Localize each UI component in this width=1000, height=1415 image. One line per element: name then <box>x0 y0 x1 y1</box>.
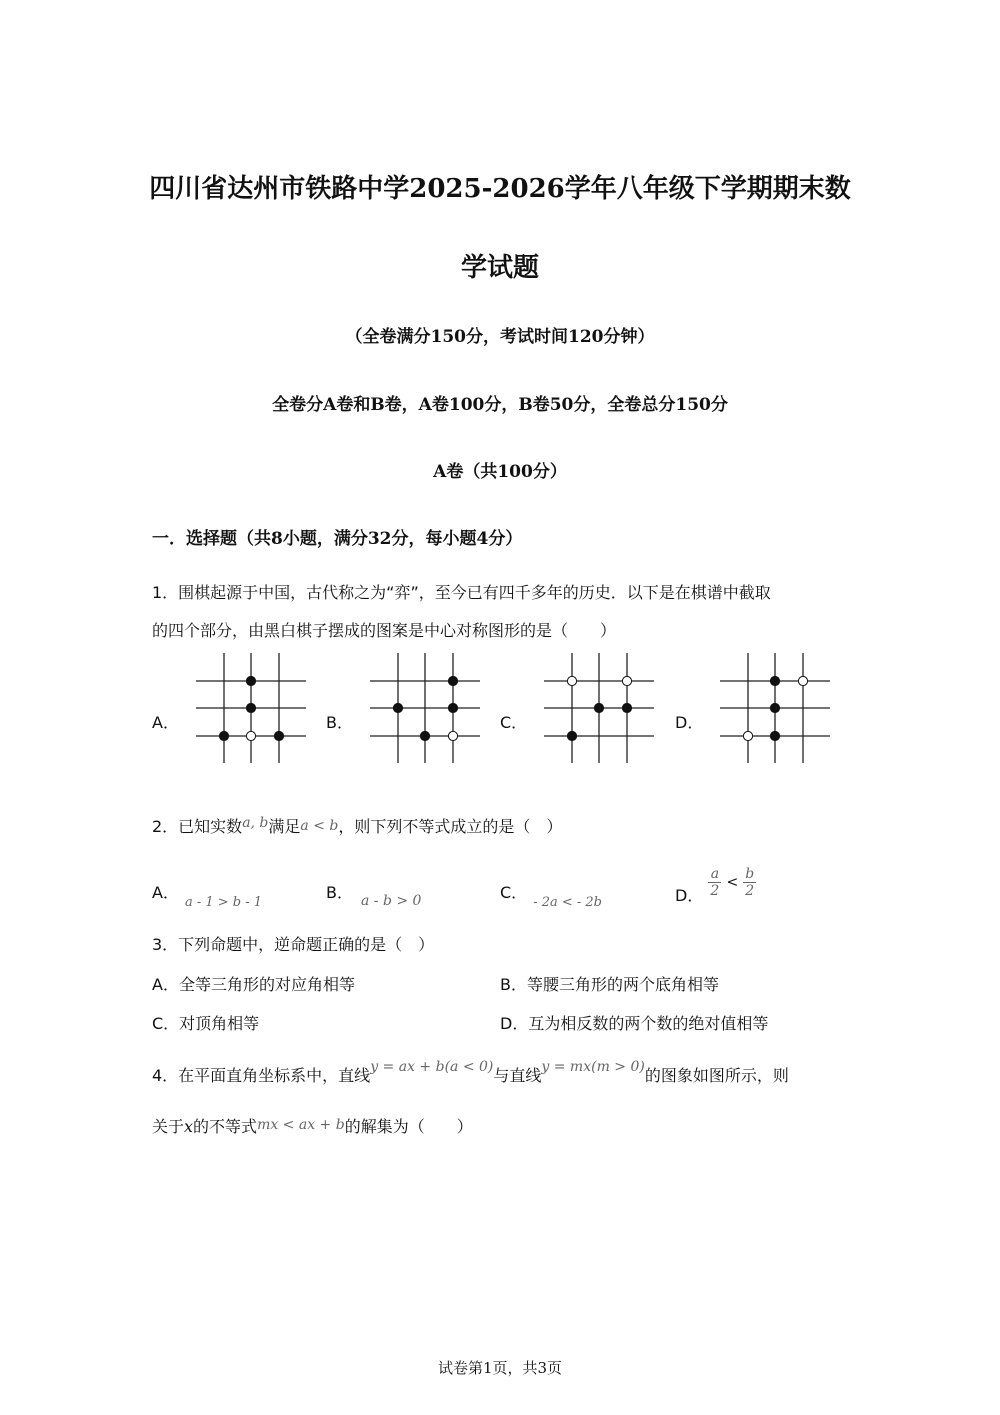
exam-info-part-a: A卷（共100分） <box>433 462 567 482</box>
white-stone <box>448 731 457 740</box>
q4-line-equation-2: y = mx(m > 0) <box>541 1059 645 1075</box>
black-stone <box>274 731 283 740</box>
q3-option-c: C．对顶角相等 <box>152 1014 260 1033</box>
q2-option-a-label: A． <box>152 883 179 902</box>
black-stone <box>420 731 429 740</box>
white-stone <box>246 731 255 740</box>
q2-mid: 满足 <box>268 817 301 836</box>
question-3-stem: 3．下列命题中，逆命题正确的是（ ） <box>152 935 435 954</box>
q4-line-equation-1: y = ax + b(a < 0) <box>370 1059 494 1075</box>
white-stone <box>743 731 752 740</box>
black-stone <box>246 703 255 712</box>
q2-option-c-label: C． <box>500 883 528 902</box>
q1-option-c-label: C． <box>500 713 528 732</box>
q2-option-d-label: D． <box>675 886 704 905</box>
black-stone <box>770 703 779 712</box>
black-stone <box>567 731 576 740</box>
black-stone <box>770 731 779 740</box>
black-stone <box>219 731 228 740</box>
q1-option-d-label: D． <box>675 713 704 732</box>
q4-prefix: 4．在平面直角坐标系中，直线 <box>152 1066 371 1085</box>
exam-info-sections: 全卷分A卷和B卷，A卷100分，B卷50分，全卷总分150分 <box>272 395 728 415</box>
q2-option-d-op: < <box>726 874 739 891</box>
q4-line2-suffix: 的解集为（ ） <box>344 1117 473 1136</box>
white-stone <box>567 676 576 685</box>
section-heading-choice: 一．选择题（共8小题，满分32分，每小题4分） <box>152 529 523 549</box>
q1-option-a-label: A． <box>152 713 179 732</box>
question-1-line1: 1．围棋起源于中国，古代称之为“弈”，至今已有四千多年的历史．以下是在棋谱中截取 <box>152 583 771 602</box>
question-4-line1 <box>152 1059 789 1086</box>
frac-a-numerator: a <box>708 866 721 883</box>
black-stone <box>246 676 255 685</box>
q4-mid: 与直线 <box>493 1066 542 1085</box>
go-board-b <box>370 653 480 763</box>
q2-suffix: ，则下列不等式成立的是（ ） <box>338 817 563 836</box>
q2-option-d <box>675 866 756 905</box>
q4-suffix: 的图象如图所示，则 <box>644 1066 789 1085</box>
black-stone <box>594 703 603 712</box>
go-board-a <box>196 653 306 763</box>
q2-option-d-frac-a <box>708 866 721 899</box>
black-stone <box>448 703 457 712</box>
q4-inequality: mx < ax + b <box>257 1117 345 1133</box>
q2-option-a <box>152 880 263 910</box>
q2-condition: a < b <box>300 818 339 834</box>
frac-b-numerator: b <box>745 866 755 882</box>
question-4-line2 <box>152 1114 473 1137</box>
white-stone <box>622 676 631 685</box>
question-2-stem <box>152 814 562 837</box>
q2-option-d-frac-b <box>743 866 756 899</box>
page-footer: 试卷第1页，共3页 <box>437 1359 563 1377</box>
black-stone <box>393 703 402 712</box>
black-stone <box>770 676 779 685</box>
q1-option-b-label: B． <box>326 713 353 732</box>
white-stone <box>798 676 807 685</box>
q4-line2-mid: 的不等式 <box>193 1117 258 1136</box>
question-1-line2: 的四个部分，由黑白棋子摆成的图案是中心对称图形的是（ ） <box>152 621 617 640</box>
exam-title-line1: 四川省达州市铁路中学2025-2026学年八年级下学期期末数 <box>149 174 851 204</box>
q3-option-b: B．等腰三角形的两个底角相等 <box>500 975 719 994</box>
q4-line2-prefix: 关于 <box>152 1117 185 1136</box>
q2-option-b-label: B． <box>326 883 353 902</box>
q3-option-a: A．全等三角形的对应角相等 <box>152 975 355 994</box>
q2-prefix: 2．已知实数 <box>152 817 243 836</box>
q2-option-c-expr: - 2a < - 2b <box>533 895 603 910</box>
q2-option-b-expr: a - b > 0 <box>360 893 422 909</box>
frac-a-denominator: 2 <box>710 883 720 899</box>
black-stone <box>448 676 457 685</box>
q4-var-x: x <box>184 1117 194 1136</box>
go-board-c <box>544 653 654 763</box>
q2-var-ab: a, b <box>242 815 269 831</box>
q2-option-c <box>500 880 603 910</box>
exam-title-line2: 学试题 <box>460 253 539 283</box>
go-board-d <box>720 653 830 763</box>
q2-option-a-expr: a - 1 > b - 1 <box>184 895 263 910</box>
frac-b-denominator: 2 <box>745 883 755 899</box>
q3-option-d: D．互为相反数的两个数的绝对值相等 <box>500 1014 769 1033</box>
exam-info-score-time: （全卷满分150分，考试时间120分钟） <box>345 327 655 347</box>
q2-option-b <box>326 880 422 909</box>
black-stone <box>622 703 631 712</box>
